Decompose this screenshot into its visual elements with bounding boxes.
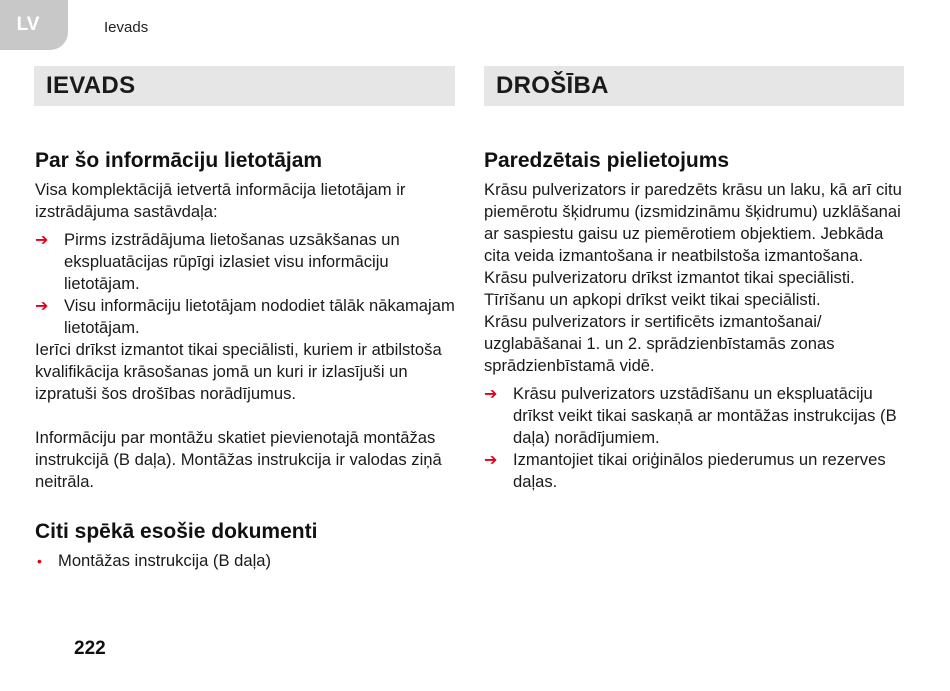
paragraph: Tīrīšanu un apkopi drīkst veikt tikai speciālisti. xyxy=(484,290,821,309)
running-header: Ievads xyxy=(104,19,149,36)
arrow-right-icon: ➔ xyxy=(35,230,49,249)
section-title-ievads: IEVADS xyxy=(34,66,455,106)
heading-about-info: Par šo informāciju lietotājam xyxy=(35,149,323,172)
bullet-list-item xyxy=(35,550,455,572)
language-tab: LV xyxy=(0,0,68,50)
arrow-list xyxy=(484,383,905,493)
paragraph: Visa komplektācijā ietvertā informācija lietotājam ir izstrādājuma sastāvdaļa: xyxy=(35,180,406,221)
paragraph: Krāsu pulverizators ir paredzēts krāsu un laku, kā arī citu piemērotu šķidrumu (izsmidzināmu šķidrumu) uzklāšanai ar saspiestu gaisu uz piemērotiem objektiem. Jebkāda cita veida izmantošana ir neatbilstoša izmantošana. xyxy=(484,180,902,265)
arrow-list-item xyxy=(35,295,455,339)
bullet-list xyxy=(35,550,455,572)
arrow-right-icon: ➔ xyxy=(484,384,498,403)
right-column xyxy=(484,147,905,493)
page-number: 222 xyxy=(74,638,106,659)
arrow-list xyxy=(35,229,455,339)
section-title-drosiba: DROŠĪBA xyxy=(484,66,904,106)
paragraph: Krāsu pulverizatoru drīkst izmantot tikai speciālisti. xyxy=(484,268,855,287)
bullet-icon: • xyxy=(37,553,42,569)
heading-other-documents: Citi spēkā esošie dokumenti xyxy=(35,520,318,543)
arrow-right-icon: ➔ xyxy=(35,296,49,315)
arrow-list-item xyxy=(35,229,455,295)
arrow-list-text: Pirms izstrādājuma lietošanas uzsākšanas un ekspluatācijas rūpīgi izlasiet visu informāciju lietotājam. xyxy=(64,230,400,293)
arrow-right-icon: ➔ xyxy=(484,450,498,469)
heading-intended-use: Paredzētais pielietojums xyxy=(484,149,730,172)
left-column xyxy=(35,147,455,572)
arrow-list-item xyxy=(484,449,905,493)
arrow-list-text: Krāsu pulverizators uzstādīšanu un ekspluatāciju drīkst veikt tikai saskaņā ar montāžas instrukcijas (B daļa) norādījumiem. xyxy=(513,384,897,447)
paragraph: Informāciju par montāžu skatiet pievienotajā montāžas instrukcijā (B daļa). Montāžas instrukcija ir valodas ziņā neitrāla. xyxy=(35,428,442,491)
bullet-list-text: Montāžas instrukcija (B daļa) xyxy=(58,551,272,570)
arrow-list-item xyxy=(484,383,905,449)
arrow-list-text: Izmantojiet tikai oriģinālos piederumus un rezerves daļas. xyxy=(513,450,886,491)
paragraph: Krāsu pulverizators ir sertificēts izmantošanai/ uzglabāšanai 1. un 2. sprādzienbīstamās zonas sprādzienbīstamā vidē. xyxy=(484,312,835,375)
arrow-list-text: Visu informāciju lietotājam nododiet tālāk nākamajam lietotājam. xyxy=(64,296,455,337)
paragraph: Ierīci drīkst izmantot tikai speciālisti, kuriem ir atbilstoša kvalifikācija krāsošanas jomā un kuri ir izlasījuši un izpratuši šos drošības norādījumus. xyxy=(35,340,442,403)
